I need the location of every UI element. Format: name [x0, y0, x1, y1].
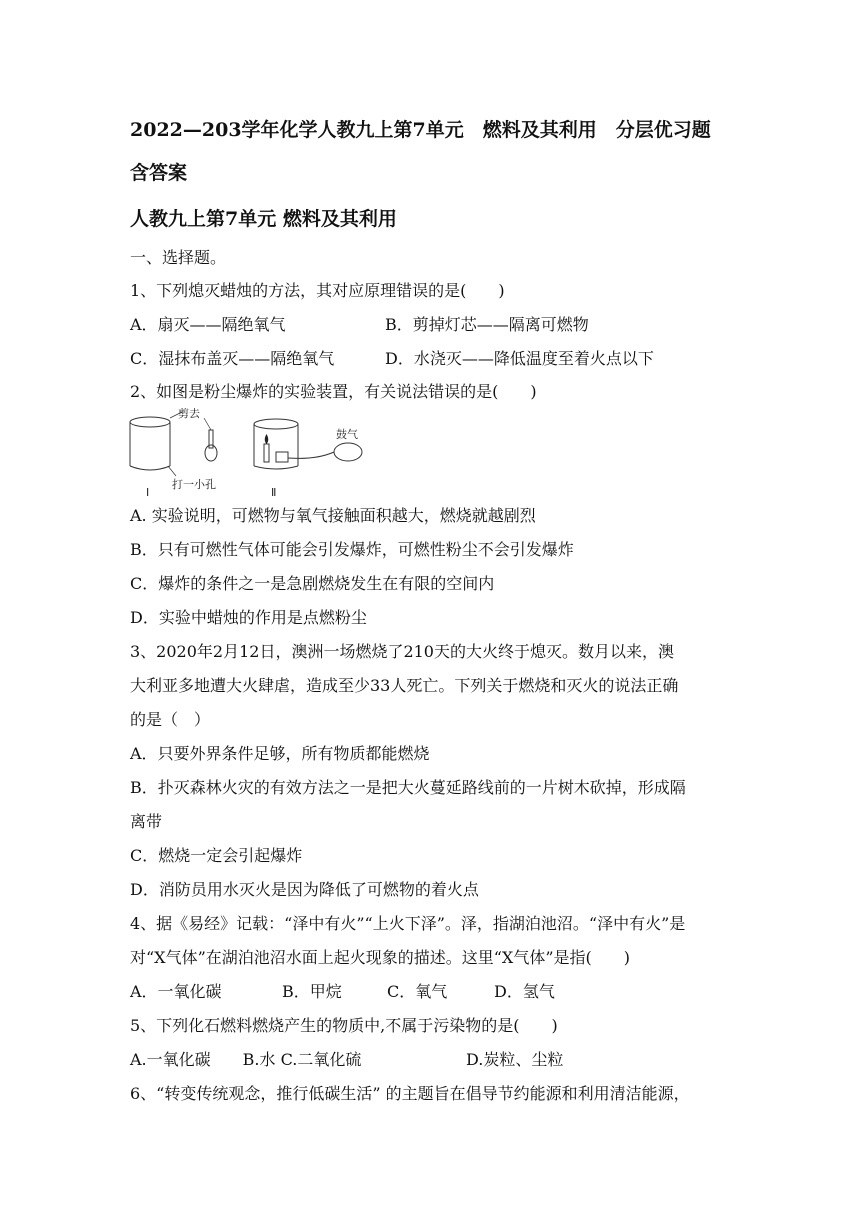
q6-stem: 6、“转变传统观念，推行低碳生活” 的主题旨在倡导节约能源和利用清洁能源，	[130, 1084, 690, 1103]
label-ii: Ⅱ	[271, 486, 277, 499]
dust-container	[276, 452, 288, 462]
doc-title-line2: 含答案	[130, 162, 188, 184]
q2-option-c: C．爆炸的条件之一是急剧燃烧发生在有限的空间内	[130, 574, 495, 593]
q4-stem-line2: 对“X气体”在湖泊池沼水面上起火现象的描述。这里“X气体”是指( )	[130, 948, 630, 967]
figure-i-bottle	[204, 418, 217, 461]
label-hole: 打一小孔	[172, 478, 216, 491]
q4-option-c: C．氧气	[387, 982, 448, 1001]
q5-options-abc: A.一氧化碳 B.水 C.二氧化硫	[130, 1050, 362, 1069]
q1-option-d: D．水浇灭——降低温度至着火点以下	[385, 349, 654, 368]
dust-explosion-apparatus-figure	[126, 408, 386, 500]
air-tube	[288, 452, 334, 458]
q2-option-b: B．只有可燃性气体可能会引发爆炸，可燃性粉尘不会引发爆炸	[130, 540, 574, 559]
q3-option-d: D．消防员用水灭火是因为降低了可燃物的着火点	[130, 880, 479, 899]
q4-option-b: B．甲烷	[282, 982, 342, 1001]
bellows-bulb-icon	[334, 443, 362, 461]
doc-subtitle: 人教九上第7单元 燃料及其利用	[130, 208, 397, 230]
q2-option-d: D．实验中蜡烛的作用是点燃粉尘	[130, 608, 367, 627]
q2-stem: 2、如图是粉尘爆炸的实验装置，有关说法错误的是( )	[130, 382, 537, 401]
label-cut: 剪去	[178, 408, 200, 420]
q1-option-a: A．扇灭——隔绝氧气	[130, 315, 286, 334]
q5-option-d: D.炭粒、尘粒	[466, 1050, 564, 1069]
doc-title-line1: 2022—203学年化学人教九上第7单元 燃料及其利用 分层优习题	[130, 119, 711, 141]
q3-option-c: C．燃烧一定会引起爆炸	[130, 846, 303, 865]
q3-stem-line2: 大利亚多地遭大火肆虐，造成至少33人死亡。下列关于燃烧和灭火的说法正确	[130, 676, 679, 695]
q3-stem-line1: 3、2020年2月12日，澳洲一场燃烧了210天的大火终于熄灭。数月以来，澳	[130, 642, 674, 661]
figure-i-cylinder	[130, 412, 182, 476]
q1-option-b: B．剪掉灯芯——隔离可燃物	[385, 315, 589, 334]
q2-option-a: A. 实验说明，可燃物与氧气接触面积越大，燃烧就越剧烈	[130, 506, 536, 525]
q4-option-a: A．一氧化碳	[130, 982, 222, 1001]
q1-option-c: C．湿抹布盖灭——隔绝氧气	[130, 349, 335, 368]
q3-option-b-line1: B．扑灭森林火灾的有效方法之一是把大火蔓延路线前的一片树木砍掉，形成隔	[130, 778, 686, 797]
q3-option-b-line2: 离带	[130, 812, 163, 831]
q4-stem-line1: 4、据《易经》记载：“泽中有火”“上火下泽”。泽，指湖泊池沼。“泽中有火”是	[130, 914, 686, 933]
label-i: Ⅰ	[146, 486, 150, 499]
section-heading: 一、选择题。	[130, 248, 227, 267]
q1-stem: 1、下列熄灭蜡烛的方法，其对应原理错误的是( )	[130, 281, 505, 300]
q3-stem-line3: 的是（ ）	[130, 710, 211, 729]
candle-icon	[264, 434, 269, 462]
q3-option-a: A．只要外界条件足够，所有物质都能燃烧	[130, 744, 430, 763]
q4-option-d: D．氢气	[494, 982, 555, 1001]
q5-stem: 5、下列化石燃料燃烧产生的物质中,不属于污染物的是( )	[130, 1016, 558, 1035]
label-blow: 鼓气	[336, 428, 358, 441]
